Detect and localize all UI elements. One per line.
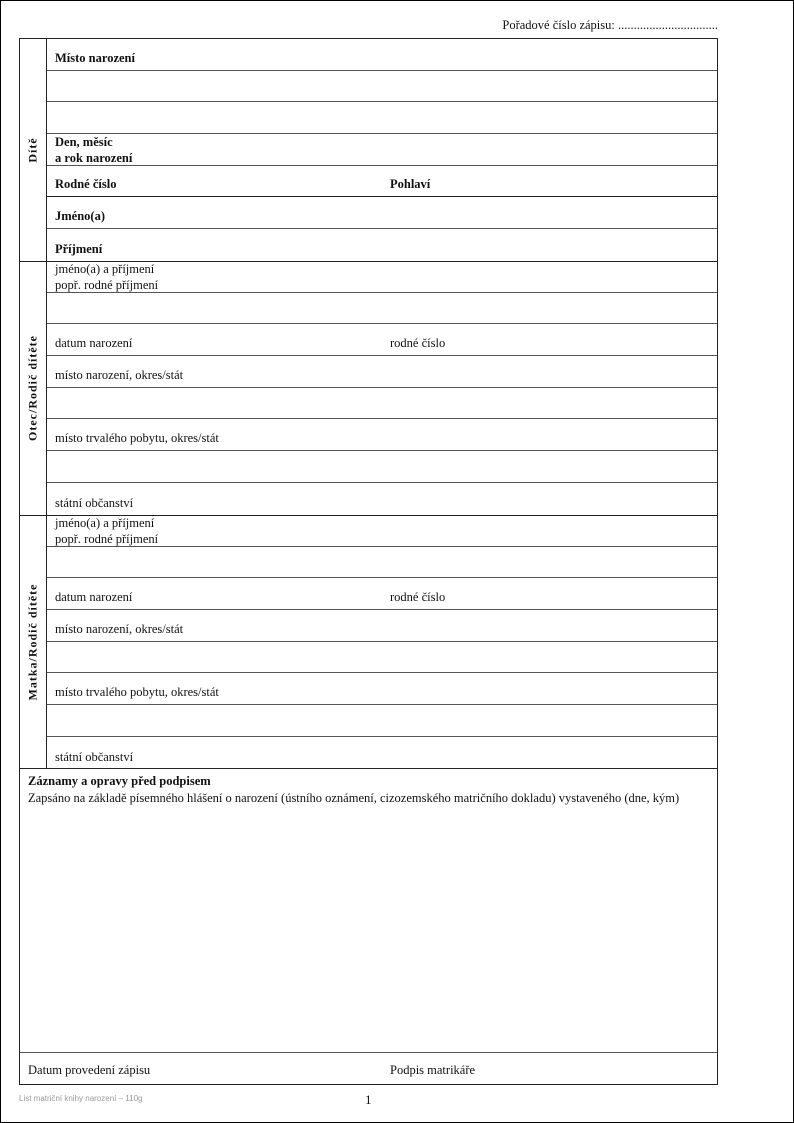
father-personal-id-label: rodné číslo — [390, 336, 446, 351]
mother-birth-date-label: datum narození — [55, 590, 133, 605]
father-residence-row[interactable] — [47, 419, 717, 451]
father-rows — [47, 261, 717, 515]
father-section — [20, 261, 717, 516]
mother-personal-id-label: rodné číslo — [390, 590, 446, 605]
child-birth-date-row[interactable] — [47, 134, 717, 166]
child-section-title: Dítě — [25, 137, 40, 163]
mother-birth-place-label: místo narození, okres/stát — [55, 621, 184, 636]
page-number: 1 — [365, 1092, 372, 1107]
father-citizenship-label: státní občanství — [55, 495, 134, 510]
father-residence-label: místo trvalého pobytu, okres/stát — [55, 431, 219, 446]
signature-row[interactable] — [20, 1052, 717, 1084]
child-birth-place-label: Místo narození — [55, 50, 135, 65]
notes-title: Záznamy a opravy před podpisem — [28, 774, 211, 788]
father-name-field[interactable] — [47, 293, 717, 325]
father-birth-place-row[interactable] — [47, 356, 717, 388]
registrar-signature-label: Podpis matrikáře — [390, 1063, 476, 1077]
mother-residence-label: místo trvalého pobytu, okres/stát — [55, 685, 219, 700]
father-residence-field[interactable] — [47, 451, 717, 483]
mother-name-label-line2: popř. rodné příjmení — [55, 531, 159, 546]
mother-birth-place-field[interactable] — [47, 642, 717, 674]
child-birth-place-field-1[interactable] — [47, 71, 717, 103]
entry-date-label: Datum provedení zápisu — [28, 1063, 151, 1077]
child-birth-date-label-line1: Den, měsíc — [55, 135, 113, 150]
mother-section — [20, 515, 717, 769]
father-name-label — [55, 262, 158, 293]
mother-rows — [47, 515, 717, 768]
notes-section[interactable] — [20, 768, 717, 1084]
mother-residence-row[interactable] — [47, 673, 717, 705]
father-birth-place-field[interactable] — [47, 388, 717, 420]
father-section-title: Otec/Rodič dítěte — [25, 335, 40, 441]
order-number-label: Pořadové číslo zápisu: ................................ — [502, 18, 718, 32]
child-section — [20, 39, 717, 262]
child-sex-label: Pohlaví — [390, 177, 431, 192]
father-name-label-line1: jméno(a) a příjmení — [55, 262, 155, 276]
child-first-names-label: Jméno(a) — [55, 209, 105, 224]
child-surname-row[interactable] — [47, 229, 717, 261]
child-surname-label: Příjmení — [55, 241, 103, 256]
birth-register-form — [19, 38, 718, 1085]
mother-residence-field[interactable] — [47, 705, 717, 737]
child-birth-place-field-2[interactable] — [47, 102, 717, 134]
father-name-row[interactable] — [47, 261, 717, 293]
mother-birth-date-id-row[interactable] — [47, 578, 717, 610]
mother-name-label-line1: jméno(a) a příjmení — [55, 516, 155, 530]
mother-side-header — [20, 515, 47, 768]
mother-birth-place-row[interactable] — [47, 610, 717, 642]
father-birth-date-id-row[interactable] — [47, 324, 717, 356]
father-side-header — [20, 261, 47, 515]
mother-name-label — [55, 516, 158, 547]
child-rows — [47, 39, 717, 261]
father-name-label-line2: popř. rodné příjmení — [55, 277, 159, 292]
mother-citizenship-label: státní občanství — [55, 749, 134, 764]
form-id: List matriční knihy narození – 110g — [19, 1094, 143, 1103]
child-birth-date-label-line2: a rok narození — [55, 150, 133, 165]
father-birth-date-label: datum narození — [55, 336, 133, 351]
child-birth-date-label — [55, 135, 132, 166]
mother-name-row[interactable] — [47, 515, 717, 547]
child-id-sex-row[interactable] — [47, 166, 717, 198]
mother-citizenship-row[interactable] — [47, 737, 717, 769]
child-side-header — [20, 39, 47, 261]
father-citizenship-row[interactable] — [47, 483, 717, 515]
mother-name-field[interactable] — [47, 547, 717, 579]
mother-section-title: Matka/Rodič dítěte — [25, 583, 40, 700]
child-first-names-row[interactable] — [47, 197, 717, 229]
child-birth-place-row[interactable] — [47, 39, 717, 71]
father-birth-place-label: místo narození, okres/stát — [55, 367, 184, 382]
notes-text: Zapsáno na základě písemného hlášení o narození (ústního oznámení, cizozemského matričního dokladu) vystaveného (dne, kým) — [28, 791, 680, 805]
child-personal-id-label: Rodné číslo — [55, 177, 117, 192]
